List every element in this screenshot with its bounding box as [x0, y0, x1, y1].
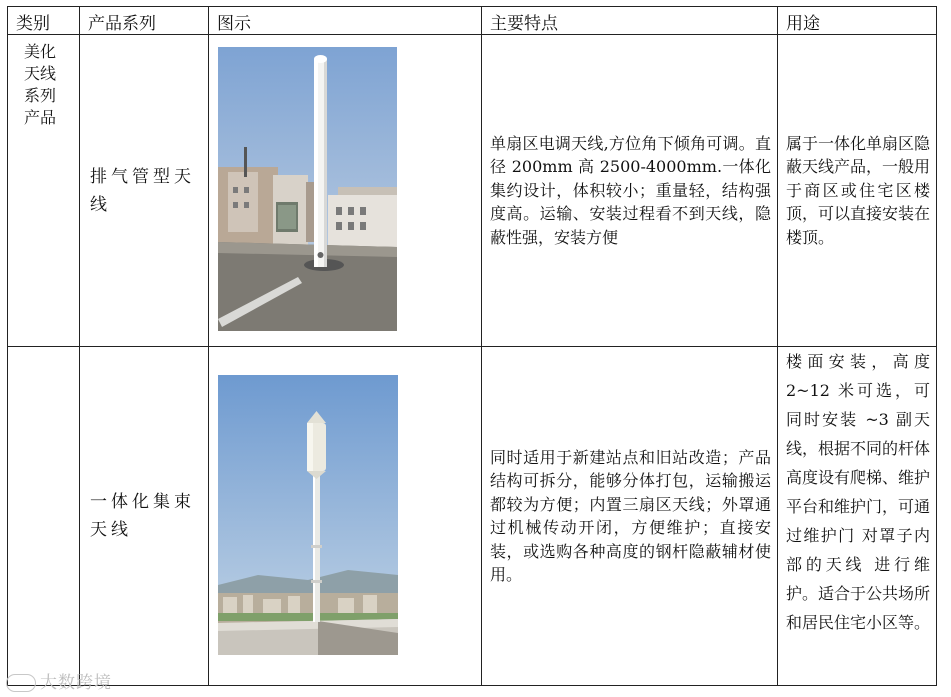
table-row [8, 35, 937, 347]
features-cell [482, 35, 778, 347]
watermark-logo-icon [6, 674, 36, 692]
header-row [8, 7, 937, 35]
features-cell [482, 347, 778, 686]
usage-cell [778, 347, 937, 686]
header-usage: 用途 [778, 7, 937, 35]
category-cell [8, 347, 80, 686]
header-category: 类别 [8, 7, 80, 35]
features-text: 单扇区电调天线,方位角下倾角可调。直径 200mm 高 2500-4000mm.一体化集约设计，体积较小；重量轻，结构强度高。运输、安装过程看不到天线，隐蔽性强，安装方便 [490, 133, 771, 247]
bundled-antenna-photo [218, 375, 398, 655]
series-cell [80, 347, 209, 686]
series-cell [80, 35, 209, 347]
image-cell [209, 347, 482, 686]
usage-cell [778, 35, 937, 347]
usage-text: 楼面安装，高度 2~12 米可选，可同时安装 ~3 副天线，根据不同的杆体高度设有爬梯、维护平台和维护门，可通过维护门 对罩子内部的天线 进行维护。适合于公共场所和居民住宅小区等。 [786, 352, 931, 632]
watermark-text: 大数跨境 [40, 673, 112, 693]
image-cell [209, 35, 482, 347]
exhaust-pipe-antenna-photo [218, 47, 397, 331]
category-cell [8, 35, 80, 347]
usage-text: 属于一体化单扇区隐蔽天线产品，一般用于商区或住宅区楼顶，可以直接安装在楼顶。 [786, 133, 931, 247]
watermark [6, 668, 112, 693]
features-text: 同时适用于新建站点和旧站改造；产品结构可拆分，能够分体打包，运输搬运都较为方便；内置三扇区天线；外罩通过机械传动开闭，方便维护；直接安装，或选购各种高度的钢杆隐蔽辅材使用。 [490, 447, 771, 584]
series-text: 排气管型天线 [90, 166, 195, 215]
category-text: 美化天线系列产品 [24, 42, 57, 127]
series-text: 一体化集束天线 [90, 492, 195, 540]
header-image: 图示 [209, 7, 482, 35]
header-features: 主要特点 [482, 7, 778, 35]
header-series: 产品系列 [80, 7, 209, 35]
table-row [8, 347, 937, 686]
product-table [7, 6, 937, 686]
